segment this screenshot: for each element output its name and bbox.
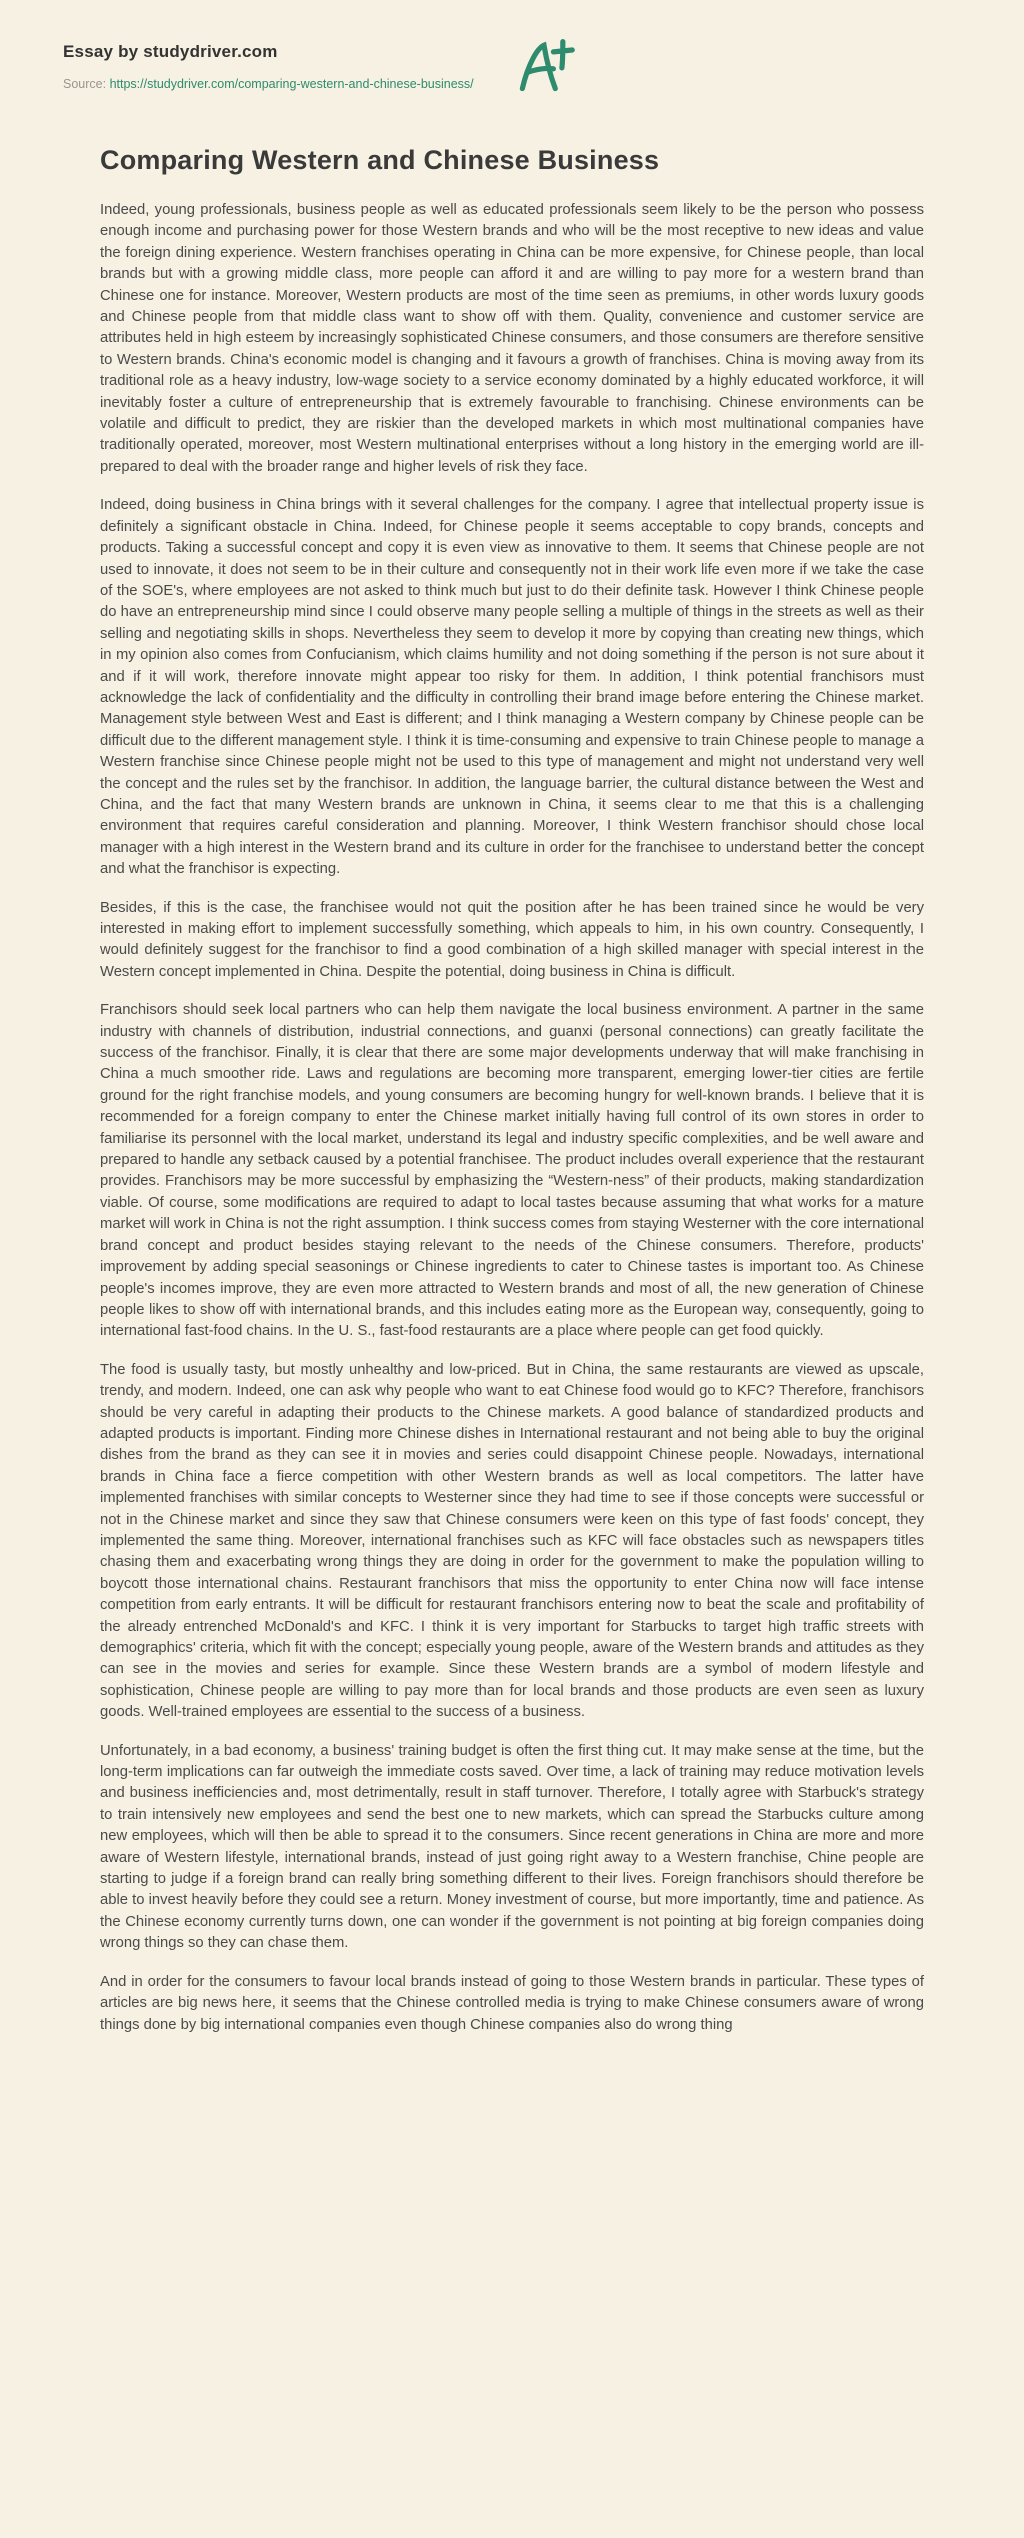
a-plus-logo-icon: [512, 85, 576, 102]
essay-paragraph: Indeed, young professionals, business people as well as educated professionals seem likely to be the person who possess enough income and purchasing power for those Western brands and who will be the most receptive to new ideas and value the foreign dining experience. Western franchises operating in China can be more expensive, for Chinese people, than local brands but with a growing middle class, more people can afford it and are willing to pay more for a western brand than Chinese one for instance. Moreover, Western products are most of the time seen as premiums, in other words luxury goods and Chinese people from that middle class want to show off with them. Quality, convenience and customer service are attributes held in high esteem by increasingly sophisticated Chinese consumers, and those consumers are therefore sensitive to Western brands. China's economic model is changing and it favours a growth of franchises. China is moving away from its traditional role as a heavy industry, low-wage society to a service economy dominated by a highly educated workforce, it will inevitably foster a culture of entrepreneurship that is extremely favourable to franchising. Chinese environments can be volatile and difficult to predict, they are riskier than the developed markets in which most multinational companies have traditionally operated, moreover, most Western multinational enterprises without a long history in the emerging world are ill-prepared to deal with the broader range and higher levels of risk they face.: [100, 202, 924, 475]
essay-body: [100, 200, 924, 2036]
essay-byline: Essay by studydriver.com: [63, 42, 278, 61]
essay-paragraph: And in order for the consumers to favour local brands instead of going to those Western brands in particular. These types of articles are big news here, it seems that the Chinese controlled media is trying to make Chinese consumers aware of wrong things done by big international companies even though Chinese companies also do wrong thing: [100, 1973, 924, 2033]
studydriver-logo[interactable]: [512, 34, 576, 98]
source-url-link[interactable]: https://studydriver.com/comparing-western-and-chinese-business/: [109, 77, 474, 91]
essay-paragraph: Franchisors should seek local partners who can help them navigate the local business environment. A partner in the same industry with channels of distribution, industrial connections, and guanxi (personal connections) can greatly facilitate the success of the franchisor. Finally, it is clear that there are some major developments underway that will make franchising in China a much smoother ride. Laws and regulations are becoming more transparent, emerging lower-tier cities are fertile ground for the right franchise models, and young consumers are becoming hungry for well-known brands. I believe that it is recommended for a foreign company to enter the Chinese market initially having full control of its own stores in order to familiarise its personnel with the local market, understand its legal and industry specific complexities, and be well aware and prepared to handle any setback caused by a potential franchisee. The product includes overall experience that the restaurant provides. Franchisors may be more successful by emphasizing the “Western-ness” of their products, making standardization viable. Of course, some modifications are required to adapt to local tastes because assuming that what works for a mature market will work in China is not the right assumption. I think success comes from staying Westerner with the core international brand concept and product besides staying relevant to the needs of the Chinese consumers. Therefore, products' improvement by adding special seasonings or Chinese ingredients to cater to Chinese tastes is important too. As Chinese people's incomes improve, they are even more attracted to Western brands and most of all, the new generation of Chinese people likes to show off with international brands, and this includes eating more as the European way, consequently, going to international fast-food chains. In the U. S., fast-food restaurants are a place where people can get food quickly.: [100, 1002, 924, 1340]
essay-paragraph: Indeed, doing business in China brings with it several challenges for the company. I agree that intellectual property issue is definitely a significant obstacle in China. Indeed, for Chinese people it seems acceptable to copy brands, concepts and products. Taking a successful concept and copy it is even view as innovative to them. It seems that Chinese people are not used to innovate, it does not seem to be in their culture and consequently not in their work life even more if we take the case of the SOE's, where employees are not asked to think much but just to do their definite task. However I think Chinese people do have an entrepreneurship mind since I could observe many people selling a multiple of things in the streets as well as their selling and negotiating skills in shops. Nevertheless they seem to develop it more by copying than creating new things, which in my opinion also comes from Confucianism, which claims humility and not doing something if the person is not sure about it and if it will work, therefore innovate might appear too risky for them. In addition, I think potential franchisors must acknowledge the lack of confidentiality and the difficulty in controlling their brand image before entering the Chinese market. Management style between West and East is different; and I think managing a Western company by Chinese people can be difficult due to the different management style. I think it is time-consuming and expensive to train Chinese people to manage a Western franchise since Chinese people might not be used to this type of management and might not understand very well the concept and the rules set by the franchisor. In addition, the language barrier, the cultural distance between the West and China, and the fact that many Western brands are unknown in China, it seems clear to me that this is a challenging environment that requires careful consideration and planning. Moreover, I think Western franchisor should chose local manager with a high interest in the Western brand and its culture in order for the franchisee to understand better the concept and what the franchisor is expecting.: [100, 497, 924, 878]
essay-title: Comparing Western and Chinese Business: [100, 145, 660, 175]
essay-article: [100, 91, 924, 2036]
essay-paragraph: The food is usually tasty, but mostly unhealthy and low-priced. But in China, the same restaurants are viewed as upscale, trendy, and modern. Indeed, one can ask why people who want to eat Chinese food would go to KFC? Therefore, franchisors should be very careful in adapting their products to the Chinese markets. A good balance of standardized products and adapted products is important. Finding more Chinese dishes in International restaurant and not being able to buy the original dishes from the brand as they can see it in movies and series could disappoint Chinese people. Nowadays, international brands in China face a fierce competition with other Western brands as well as local competitors. The latter have implemented franchises with similar concepts to Westerner since they had time to see if those concepts were successful or not in the Chinese market and since they saw that Chinese consumers were keen on this type of fast foods' concept, they implemented the same thing. Moreover, international franchises such as KFC will face obstacles such as newspapers titles chasing them and exacerbating wrong things they are doing in order for the government to make the population willing to boycott those international chains. Restaurant franchisors that miss the opportunity to enter China now will face intense competition from early entrants. It will be difficult for restaurant franchisors entering now to beat the scale and profitability of the already entrenched McDonald's and KFC. I think it is very important for Starbucks to target high traffic streets with demographics' criteria, which fit with the concept; especially young people, aware of the Western brands and attitudes as they can see in the movies and series for example. Since these Western brands are a symbol of modern lifestyle and sophistication, Chinese people are willing to pay more than for local brands and those products are even seen as luxury goods. Well-trained employees are essential to the success of a business.: [100, 1361, 924, 1721]
essay-paragraph: Unfortunately, in a bad economy, a business' training budget is often the first thing cut. It may make sense at the time, but the long-term implications can far outweigh the immediate costs saved. Over time, a lack of training may reduce motivation levels and business inefficiencies and, most detrimentally, result in staff turnover. Therefore, I totally agree with Starbuck's strategy to train intensively new employees and send the best one to new markets, which can spread the Starbucks culture among new employees, which will then be able to spread it to the consumers. Since recent generations in China are more and more aware of Western lifestyle, international brands, instead of just going right away to a Western franchise, Chine people are starting to judge if a foreign brand can really bring something different to their lives. Foreign franchisors should therefore be able to invest heavily before they could see a return. Money investment of course, but more importantly, time and patience. As the Chinese economy currently turns down, one can wonder if the government is not pointing at big foreign companies doing wrong things so they can chase them.: [100, 1742, 924, 1952]
essay-paragraph: Besides, if this is the case, the franchisee would not quit the position after he has been trained since he would be very interested in making effort to implement successfully something, which appeals to him, in his own country. Consequently, I would definitely suggest for the franchisor to find a good combination of a high skilled manager with special interest in the Western concept implemented in China. Despite the potential, doing business in China is difficult.: [100, 899, 924, 980]
page-header: [0, 0, 1024, 91]
source-label: Source:: [63, 77, 107, 91]
